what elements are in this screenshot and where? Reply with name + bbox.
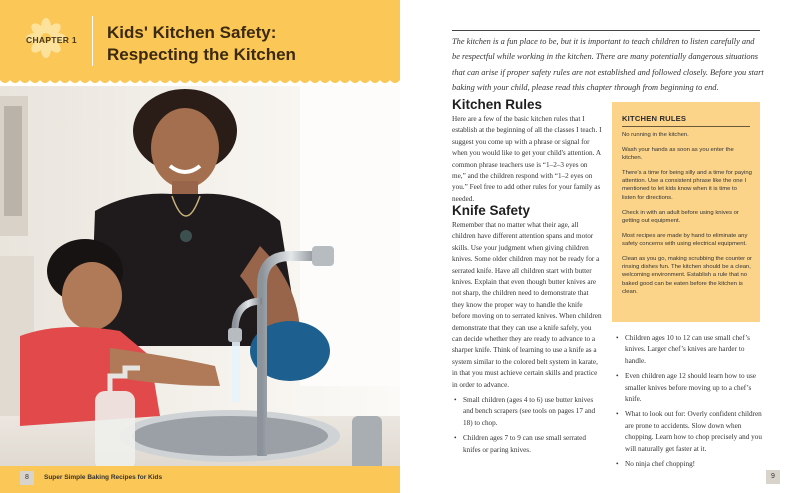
list-item: Wash your hands as soon as you enter the kitchen. [622,146,734,162]
chapter-label: CHAPTER 1 [26,35,77,45]
chapter-title-line-2: Respecting the Kitchen [107,45,296,64]
knife-bullets-right [616,333,766,474]
page-number-right: 9 [766,470,780,484]
list-item: Most recipes are made by hand to eliminate any safety concerns with using electrical equipment. [622,232,748,247]
kitchen-rules-paragraph: Here are a few of the basic kitchen rules that I establish at the beginning of all the classes I teach. I suggest you come up with a phrase or signal for when you would like to get your child's attention. A common phrase teachers use is “1–2–3 eyes on me,” and the children respond with “1–2 eyes on you.” Feel free to add other rules for your family as needed. [452,115,602,203]
knife-safety-paragraph: Remember that no matter what their age, all children have different attention spans and motor skills. Use your judgment when giving children knives. Some older children may not be ready for a serrated knife. Have all children start with butter knives. Explain that even though butter knives are not sharp, the children need to demonstrate that they know the proper way to handle the knife before moving on to serrated knives. When children demonstrate that they can use a knife safely, you can decide whether they are ready to advance to a sharper knife. Think of learning to use a knife as a system similar to the colored belt system in karate, in that you must achieve certain skills and practice in order to advance. [452,221,602,389]
chapter-title-line-1: Kids' Kitchen Safety: [107,23,277,42]
chapter-intro: The kitchen is a fun place to be, but it is important to teach children to listen carefully and be respectful while working in the kitchen. There are many potentially dangerous situations that can arise if proper safety rules are not established and followed closely. Before you start baking with your child, please read this chapter through from beginning to end. [452,37,764,93]
kitchen-sink-photo [0,86,400,493]
list-item: • Small children (ages 4 to 6) use butter knives and bench scrapers (see tools on pages 17 and 18) to chop. [454,395,602,429]
list-item: • Children ages 10 to 12 can use small chef’s knives. Larger chef’s knives are harder to handle. [616,333,766,367]
book-title-footer: Super Simple Baking Recipes for Kids [44,474,163,481]
page-number-left: 8 [20,471,34,485]
list-item: • Children ages 7 to 9 can use small serrated knifes or paring knives. [454,433,602,456]
scalloped-edge [0,76,400,86]
list-item: • Even children age 12 should learn how to use smaller knives before moving up to a chef’s knife. [616,371,766,405]
list-item: • What to look out for: Overly confident children are prone to accidents. Slow down when chopping. Learn how to chop precisely and you will naturally get faster at it. [616,409,766,455]
list-item: • No ninja chef chopping! [616,459,766,470]
list-item: No running in the kitchen. [622,132,689,138]
knife-bullets-left [454,395,602,460]
chapter-divider [92,16,93,66]
kitchen-rules-sidebar [612,102,760,322]
sidebar-divider [622,126,750,127]
knife-safety-heading: Knife Safety [452,203,531,218]
kitchen-rules-heading: Kitchen Rules [452,97,543,112]
right-page [400,0,800,493]
chapter-title [107,22,296,66]
sidebar-rules-list [622,131,752,303]
list-item: Clean as you go, making scrubbing the counter or rinsing dishes fun. The kitchen should be a clean, welcoming environment. Establish a rule that no baked good can be eaten before the kitchen is clean. [622,255,752,295]
top-rule [452,30,760,31]
list-item: There’s a time for being silly and a time for paying attention. Use a consistent phrase like the one I mentioned to let kids know when it is time to listen for directions. [622,169,752,201]
list-item: Check in with an adult before using knives or getting out equipment. [622,209,739,224]
sidebar-title: KITCHEN RULES [622,114,687,123]
